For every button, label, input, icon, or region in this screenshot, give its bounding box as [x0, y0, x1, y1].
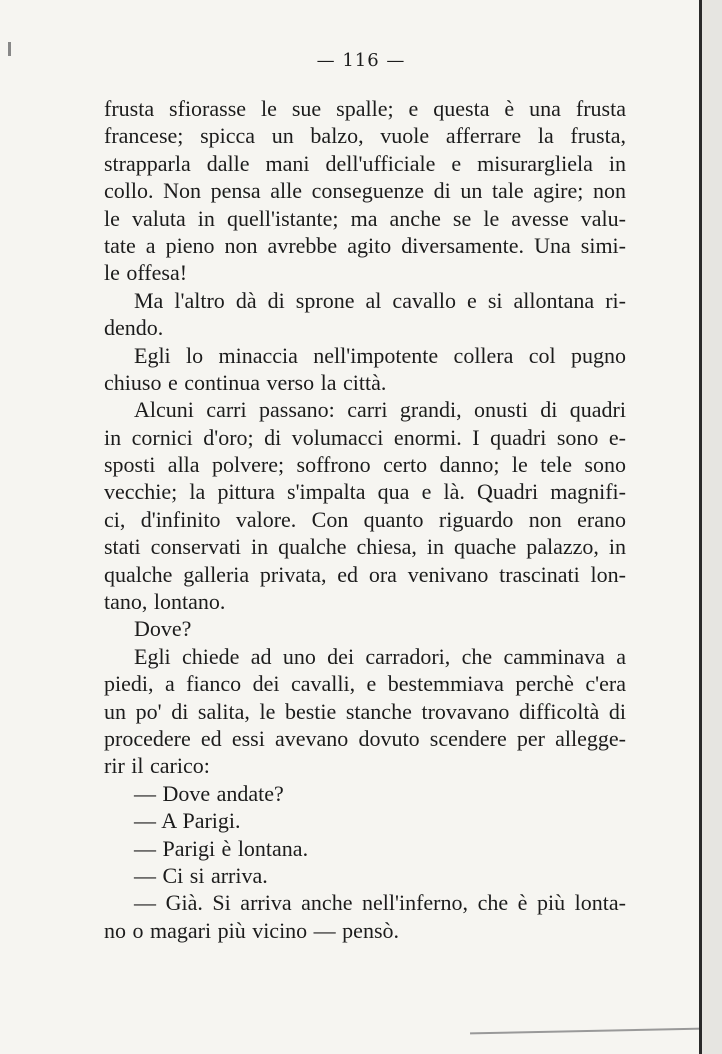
text-line: dendo. — [104, 315, 164, 341]
text-line: le offesa! — [104, 260, 188, 286]
text-line: — Ci si arriva. — [134, 862, 268, 888]
text-line: sposti alla polvere; soffrono certo danno; le tele sono — [104, 452, 626, 478]
text-line: in cornici d'oro; di volumacci enormi. I quadri sono e- — [104, 424, 626, 450]
text-line: frusta sfiorasse le sue spalle; e questa è una frusta — [104, 96, 626, 121]
text-line: tate a pieno non avrebbe agito diversamente. Una simi- — [104, 232, 626, 258]
page-edge-line — [699, 0, 702, 1054]
text-line: — Dove andate? — [134, 780, 284, 806]
text-line: Egli lo minaccia nell'impotente collera col pugno — [134, 342, 626, 368]
text-line: un po' di salita, le bestie stanche trovavano difficoltà di — [104, 698, 626, 724]
text-line: le valuta in quell'istante; ma anche se le avesse valu- — [104, 205, 626, 231]
text-line: Egli chiede ad uno dei carradori, che camminava a — [134, 643, 626, 669]
text-line: collo. Non pensa alle conseguenze di un tale agire; non — [104, 178, 626, 204]
text-line: tano, lontano. — [104, 589, 226, 615]
text-line: vecchie; la pittura s'impalta qua e là. Quadri magnifi- — [104, 479, 626, 505]
text-line: — A Parigi. — [134, 808, 241, 834]
text-line: Alcuni carri passano: carri grandi, onusti di quadri — [134, 397, 626, 423]
text-line: strapparla dalle mani dell'ufficiale e misurargliela in — [104, 150, 626, 176]
text-line: procedere ed essi avevano dovuto scendere per allegge- — [104, 725, 626, 751]
text-line: Ma l'altro dà di sprone al cavallo e si allontana ri- — [134, 287, 626, 313]
text-body — [104, 95, 626, 944]
text-line: rir il carico: — [104, 753, 210, 779]
page-edge-shadow — [702, 0, 722, 1054]
text-line: no o magari più vicino — pensò. — [104, 917, 400, 943]
text-line: chiuso e continua verso la città. — [104, 369, 387, 395]
text-line: stati conservati in qualche chiesa, in quache palazzo, in — [104, 534, 626, 560]
text-line: — Già. Si arriva anche nell'inferno, che è più lonta- — [134, 890, 626, 916]
text-line: Dove? — [134, 616, 192, 642]
page-number: — 116 — — [316, 50, 406, 71]
text-line: qualche galleria privata, ed ora venivano trascinati lon- — [104, 561, 626, 587]
scan-edge-line — [470, 1028, 702, 1035]
text-line: piedi, a fianco dei cavalli, e bestemmiava perchè c'era — [104, 671, 626, 697]
text-line: francese; spicca un balzo, vuole afferrare la frusta, — [104, 123, 626, 149]
text-line: — Parigi è lontana. — [134, 835, 309, 861]
text-line: ci, d'infinito valore. Con quanto riguardo non erano — [104, 506, 626, 532]
